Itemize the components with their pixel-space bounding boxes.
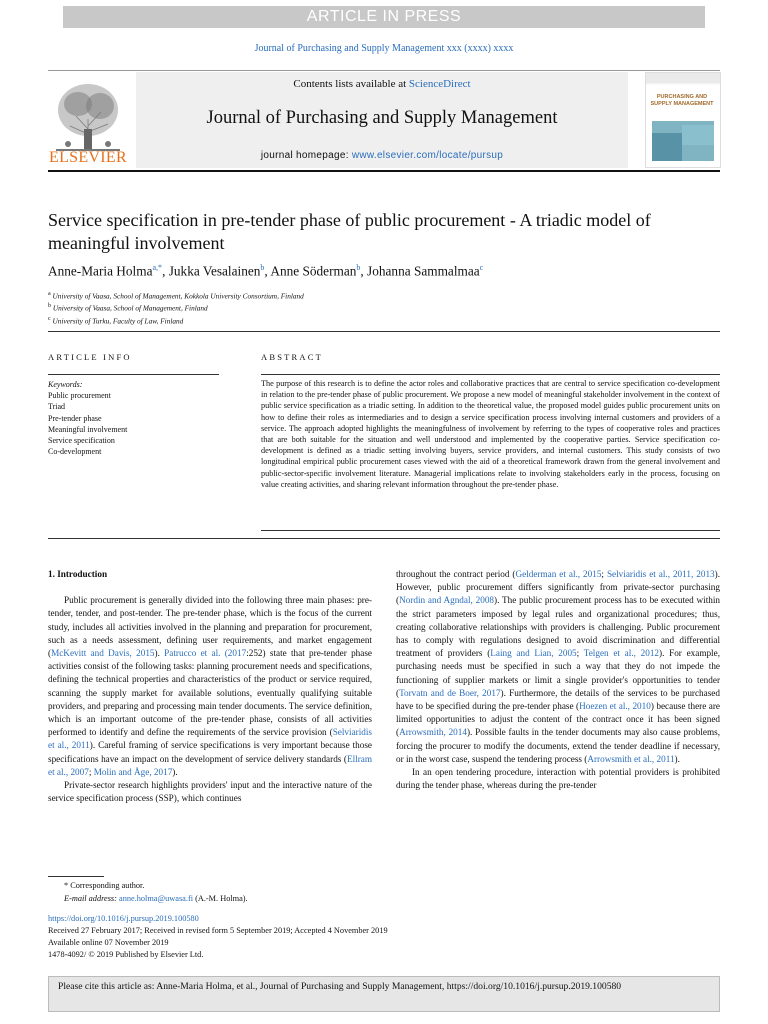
article-info-heading: ARTICLE INFO	[48, 352, 132, 362]
contents-prefix: Contents lists available at	[293, 78, 409, 90]
paragraph-text: Public procurement is generally divided into the following three main phases: pre-tender, tender, and post-tender. The pre-tender phase, which is the focus of the current study, includes all activities involved in the planning and preparation for procurement, such as a needs assessment, defining user requirements, and market engagement (	[48, 595, 372, 659]
intro-paragraph-1	[48, 594, 372, 779]
article-in-press-banner: ARTICLE IN PRESS	[63, 6, 705, 28]
copyright-line: 1478-4092/ © 2019 Published by Elsevier Ltd.	[48, 950, 204, 959]
author-name: Jukka Vesalainen	[168, 263, 261, 279]
paragraph-text: ). Furthermore, the details of the services to be purchased have to be specified during the pre-tender phase (	[396, 687, 720, 712]
citation-link[interactable]: Laing and Lian, 2005	[490, 648, 577, 659]
author-affiliation-marker[interactable]: c	[479, 263, 484, 272]
keywords-label: Keywords:	[48, 380, 83, 389]
citation-link[interactable]: Ellram et al., 2007	[48, 753, 372, 777]
cover-journal-name: PURCHASING AND SUPPLY MANAGEMENT	[650, 94, 714, 107]
author-separator: ,	[360, 263, 368, 279]
citation-link[interactable]: Patrucco et al. (2017	[164, 648, 247, 659]
keyword-item: Co-development	[48, 447, 102, 457]
abstract-text: The purpose of this research is to define the actor roles and collaborative practices that are central to service specification co-development in relation to the pre-tender phase of public procurement. We propose a new model of meaningful stakeholder involvement in the context of public service specification as a triadic setting. In addition to the theoretical value, the proposed model guides public procurement units on how to define their roles as intermediaries and to design a service specification process involving internal customers and providers of a service. The approach adopted highlights the meaningfulness of involvement by referring to the types of cooperative roles and practices that are both suitable for the situation and well understood and implemented by the cooperative parties. Service specification co-development is defined as a triadic setting involving buyers, service providers, and internal customers. This study consists of two longitudinal empirical public procurement cases viewed with the aid of a theoretical framework drawn from the general involvement and public-sector-specific involvement literature. Managerial implications relate to involving stakeholders early in the process, focusing on value creating activities, and sharing relevant information throughout the pre-tender phase.	[261, 379, 720, 489]
paragraph-text: ). Possible faults in the tender documents may also cause problems, forcing the procurer to modify the documents, extend the tender deadline if necessary, or in the worst case, suspend the tendering process (	[396, 727, 721, 764]
paragraph-text: ;	[601, 569, 607, 579]
affiliation-item	[48, 314, 720, 326]
affiliation-marker: b	[48, 303, 52, 310]
sciencedirect-link[interactable]: ScienceDirect	[408, 78, 471, 90]
citation-link[interactable]: McKevitt and Davis, 2015	[51, 648, 155, 659]
paragraph-text: ). For example, purchasing needs must be specified in such a way that they do not impede the functioning of supplier markets or limit a single provider's opportunities to tender (	[396, 648, 720, 698]
left-column	[48, 568, 372, 805]
paragraph-text: ) because there are limited opportunities to adjust the content of the contract once it has been signed (	[396, 701, 720, 738]
author-affiliation-marker[interactable]: a,*	[152, 263, 163, 272]
article-title: Service specification in pre-tender phase of public procurement - A triadic model of meaningful involvement	[48, 210, 651, 253]
homepage-link[interactable]: www.elsevier.com/locate/pursup	[351, 150, 504, 161]
footnote	[48, 880, 388, 906]
cover-art	[646, 73, 720, 167]
paragraph-text: ).	[154, 648, 165, 659]
keyword-item: Triad	[48, 402, 66, 412]
author-name: Johanna Sammalmaa	[367, 263, 480, 279]
footnote-rule	[48, 876, 104, 877]
paragraph-text: ;	[576, 648, 584, 659]
citation-link[interactable]: Selviaridis et al., 2011, 2013	[606, 569, 715, 579]
email-label: E-mail address:	[64, 893, 117, 903]
affiliation-text: University of Turku, Faculty of Law, Finland	[50, 316, 184, 326]
intro-paragraph-3: In an open tendering procedure, interaction with potential providers is prohibited during the tender phase, whereas during the pre-tender	[396, 767, 720, 791]
available-online: Available online 07 November 2019	[48, 938, 169, 947]
journal-homepage-line	[136, 150, 628, 161]
body-top-rule	[48, 538, 720, 539]
citation-link[interactable]: Telgen et al., 2012	[583, 648, 660, 659]
author-name: Anne-Maria Holma	[48, 263, 153, 279]
homepage-prefix: journal homepage:	[260, 150, 352, 161]
email-link[interactable]: anne.holma@uwasa.fi	[119, 893, 194, 903]
intro-paragraph-continued	[396, 568, 720, 766]
author-name: Anne Söderman	[270, 263, 357, 279]
affiliation-list	[48, 289, 720, 326]
abstract-rule	[261, 374, 720, 375]
citation-link[interactable]: Hoezen et al., 2010	[579, 701, 651, 712]
keywords-list	[48, 390, 219, 457]
abstract-bottom-rule	[261, 530, 720, 531]
affiliation-item	[48, 289, 720, 301]
author-list	[48, 263, 720, 279]
keyword-item: Service specification	[48, 436, 115, 446]
affiliation-marker: c	[48, 315, 51, 322]
title-divider	[48, 331, 720, 332]
paragraph-text: ).	[172, 766, 178, 777]
elsevier-wordmark: ELSEVIER	[49, 149, 127, 166]
header-bottom-rule	[48, 170, 720, 172]
paragraph-text: throughout the contract period (	[396, 569, 516, 579]
keyword-item: Pre-tender phase	[48, 413, 102, 423]
paragraph-text: ;	[88, 766, 94, 777]
author-separator: ,	[264, 263, 271, 279]
journal-title: Journal of Purchasing and Supply Management	[206, 108, 558, 128]
citation-link[interactable]: Gelderman et al., 2015	[515, 569, 602, 579]
abstract-heading: ABSTRACT	[261, 352, 323, 362]
affiliation-text: University of Vaasa, School of Management, Finland	[51, 303, 208, 313]
paragraph-text: ).	[674, 753, 680, 764]
keyword-item: Meaningful involvement	[48, 424, 128, 434]
email-line	[48, 893, 388, 906]
citation-link[interactable]: Arrowsmith, 2014	[399, 727, 467, 738]
corresponding-author-note: * Corresponding author.	[64, 881, 145, 890]
contents-available-line	[136, 78, 628, 90]
received-dates: Received 27 February 2017; Received in revised form 5 September 2019; Accepted 4 November 2019	[48, 926, 388, 935]
keyword-item: Public procurement	[48, 391, 111, 401]
section-title: 1. Introduction	[48, 569, 108, 579]
intro-paragraph-2: Private-sector research highlights providers' input and the interactive nature of the service specification process (SSP), which continues	[48, 780, 372, 804]
paragraph-text: :252) state that pre-tender phase activities consist of the following tasks: planning procurement needs and specifications, defining the technical properties and characteristics of the product or service required, scanning the supply market for available solutions, eventually qualifying suitable providers, and preparing and processing main tender documents. The service definition, which is an important outcome of the pre-tender phase, consists of all activities performed to identify and define the requirements of the service provision (	[48, 648, 373, 738]
article-info-rule	[48, 374, 219, 375]
publication-info	[48, 913, 720, 961]
citation-link[interactable]: Nordin and Agndal, 2008	[399, 595, 495, 606]
citation-link[interactable]: Torvatn and de Boer, 2017	[399, 687, 501, 698]
keywords-block	[48, 379, 219, 457]
header-top-rule	[48, 70, 720, 71]
affiliation-text: University of Vaasa, School of Management, Kokkola University Consortium, Finland	[50, 291, 304, 301]
affiliation-item	[48, 301, 720, 313]
citation-link[interactable]: Molin and Åge, 2017	[93, 766, 173, 777]
email-suffix: (A.-M. Holma).	[193, 893, 248, 903]
author-affiliation-marker[interactable]: b	[356, 263, 361, 272]
citation-link[interactable]: Selviaridis et al., 2011	[48, 727, 372, 751]
journal-cover-thumbnail	[645, 72, 721, 168]
right-column	[396, 568, 720, 792]
paragraph-text: ). However, public procurement differs significantly from private-sector purchasing (	[396, 569, 720, 606]
citation-link[interactable]: Arrowsmith et al., 2011	[587, 753, 675, 764]
paragraph-text: ). The public procurement process has to be executed within the strict parameters imposed by legal rules and organizational procedures; thus, creating collaborative relationships with providers is challenging. Public procurement has to comply with regulations designed to avoid discrimination and differential treatment of providers (	[396, 595, 720, 659]
doi-link[interactable]: https://doi.org/10.1016/j.pursup.2019.100580	[48, 914, 199, 923]
citation-text: Please cite this article as: Anne-Maria Holma, et al., Journal of Purchasing and Supply Management, https://doi.org/10.1016/j.pursup.2019.100580	[58, 981, 622, 992]
affiliation-marker: a	[48, 291, 51, 297]
journal-reference-link[interactable]: Journal of Purchasing and Supply Management xxx (xxxx) xxxx	[254, 43, 514, 54]
author-affiliation-marker[interactable]: b	[260, 263, 265, 272]
paragraph-text: ). Careful framing of service specifications is very important because those specifications have an impact on the development of service delivery standards (	[48, 740, 372, 764]
author-separator: ,	[162, 263, 169, 279]
